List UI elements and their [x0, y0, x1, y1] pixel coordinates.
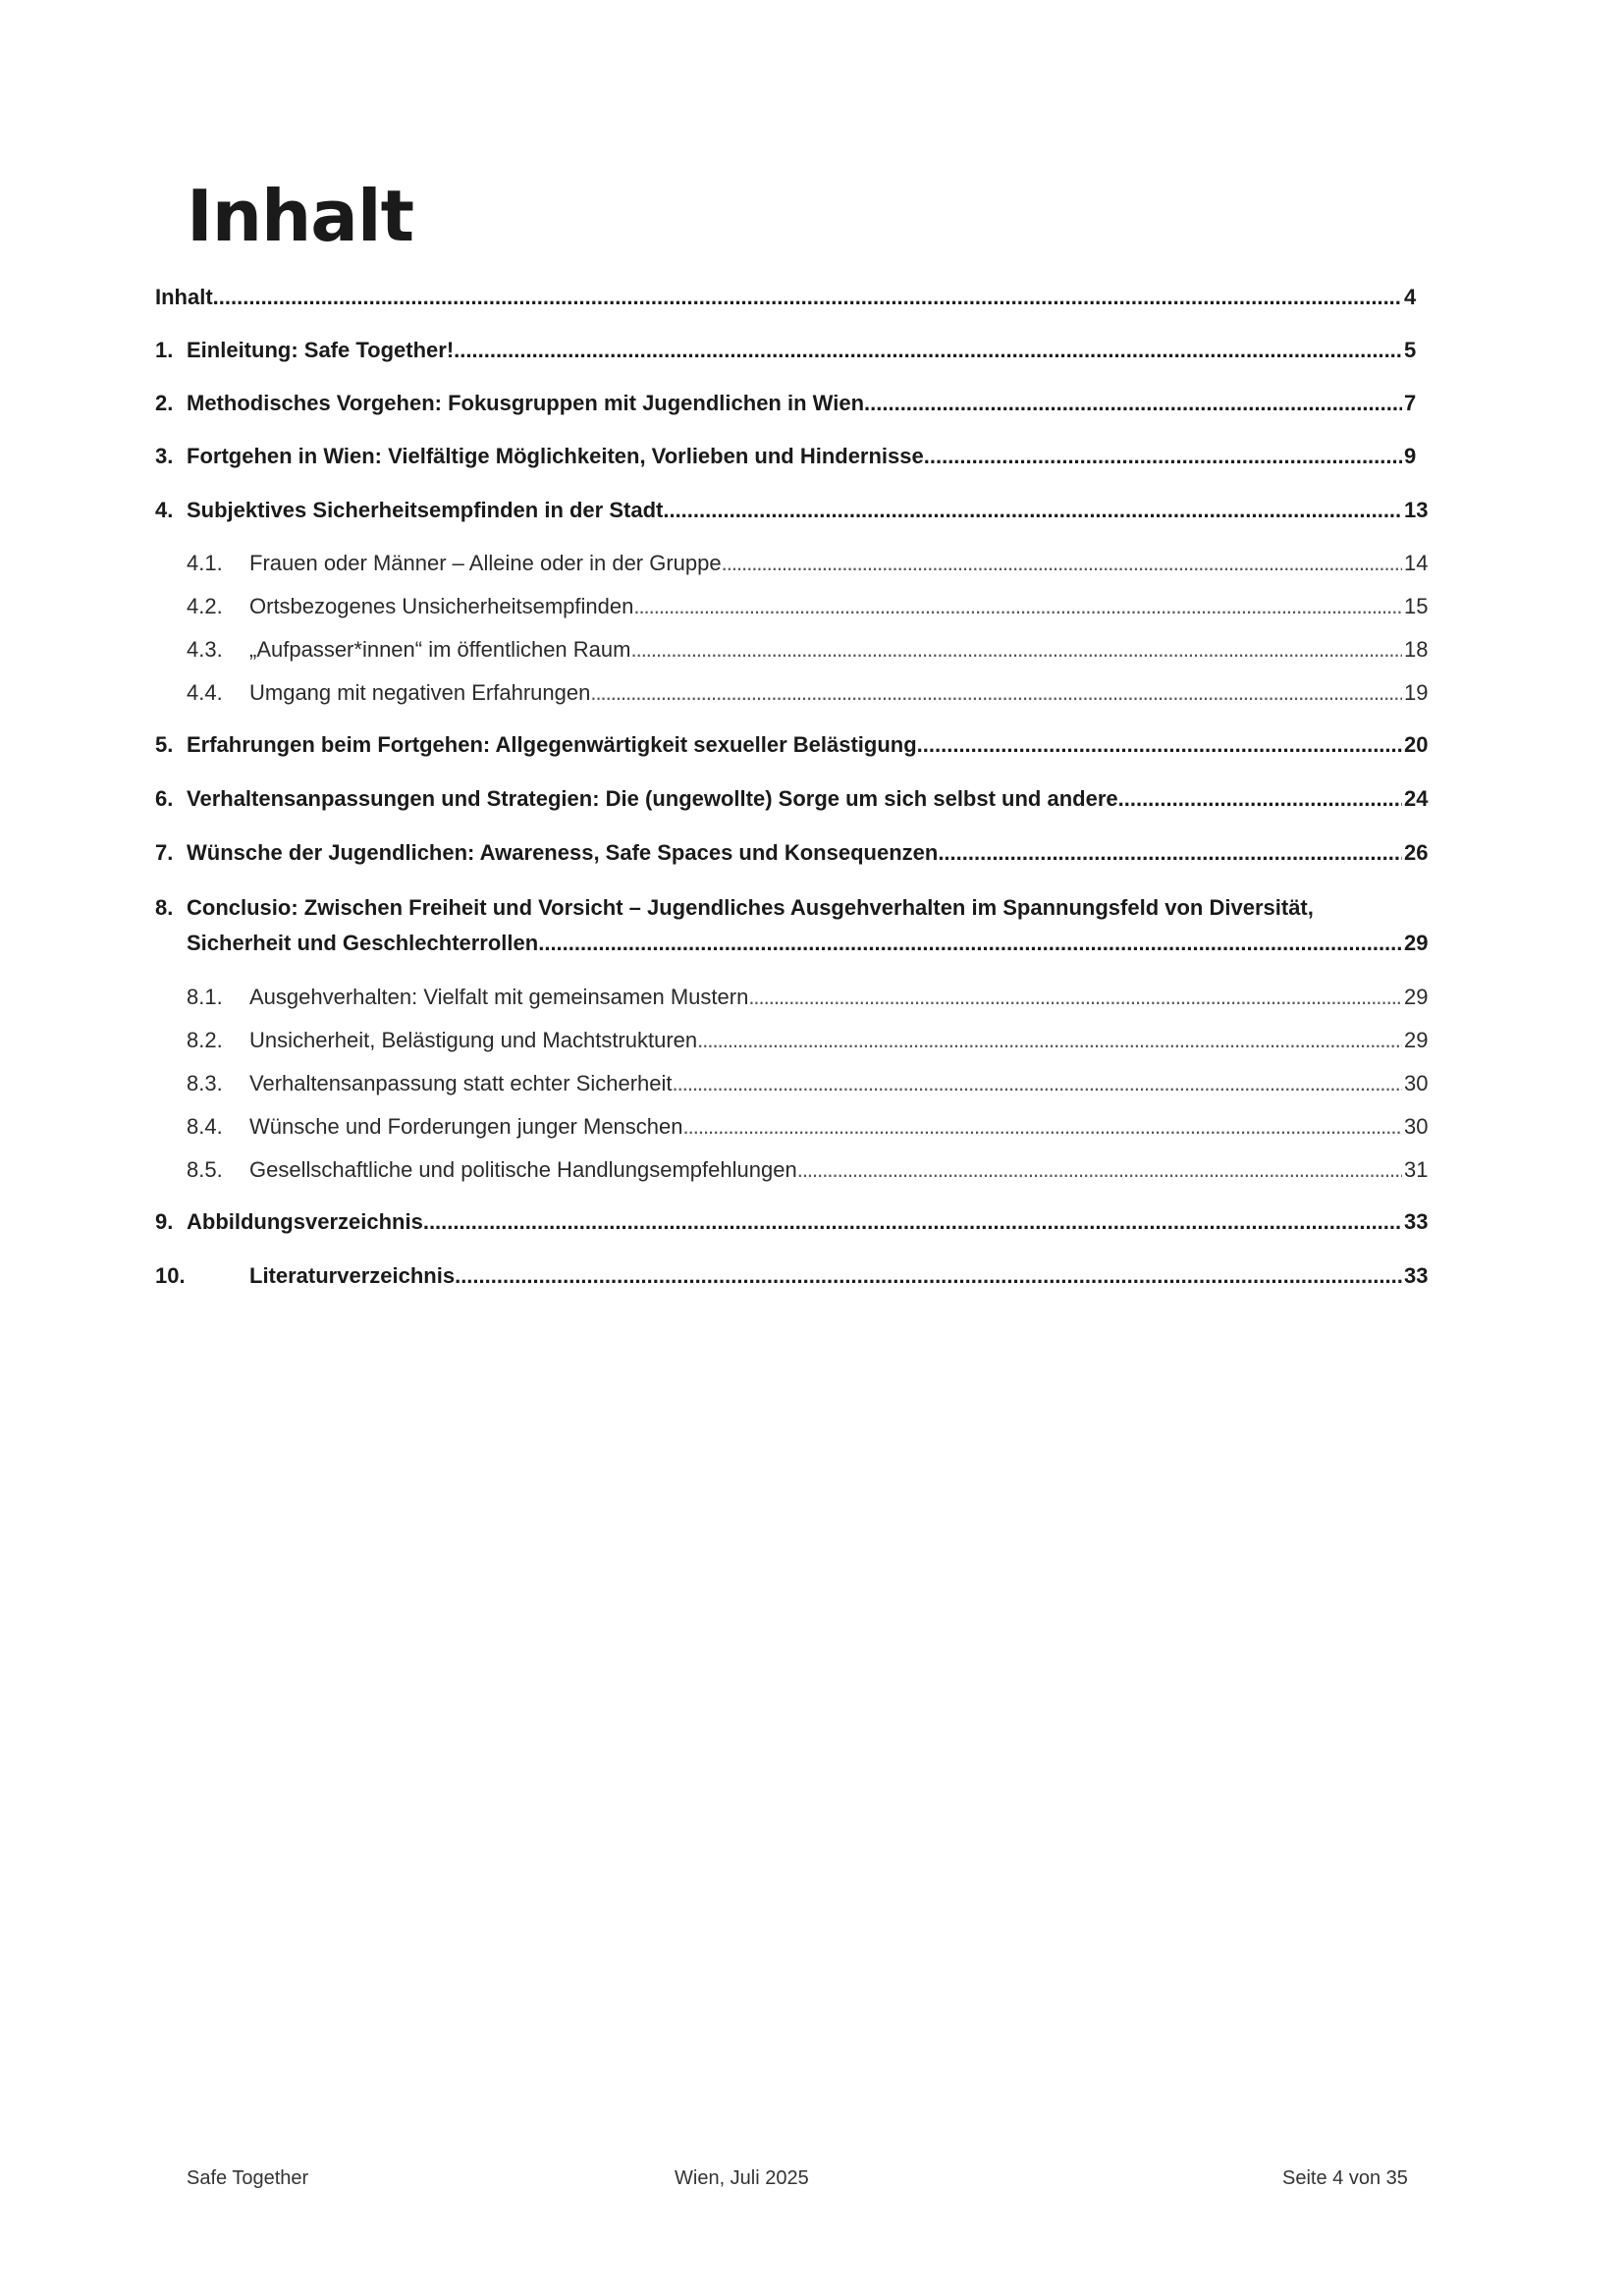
toc-entry-7[interactable]: [155, 836, 1432, 870]
toc-entry-8[interactable]: [155, 891, 1432, 960]
toc-leader-dots: [213, 281, 1402, 314]
toc-leader-dots: [673, 1067, 1403, 1100]
toc-page-number: 15: [1404, 594, 1429, 618]
toc-entry-label: Inhalt: [155, 285, 213, 309]
toc-leader-dots: [590, 676, 1402, 710]
toc-entry-4-3[interactable]: [155, 633, 1432, 667]
toc-entry-1[interactable]: [155, 334, 1432, 367]
toc-entry-label: Literaturverzeichnis: [249, 1263, 456, 1288]
toc-leader-dots: [455, 1259, 1402, 1293]
toc-entry-label: Ausgehverhalten: Vielfalt mit gemeinsamen Mustern: [249, 985, 749, 1009]
footer-page-number: Seite 4 von 35: [1282, 2167, 1408, 2189]
toc-entry-label: Gesellschaftliche und politische Handlungsempfehlungen: [249, 1157, 797, 1182]
toc-entry-number: 3.: [155, 444, 174, 468]
toc-entry-label: Wünsche und Forderungen junger Menschen: [249, 1114, 683, 1139]
footer-document-title: Safe Together: [187, 2167, 309, 2189]
toc-entry-9[interactable]: [155, 1205, 1432, 1239]
toc-page-number: 9: [1404, 444, 1417, 468]
toc-entry-number: 8.3.: [187, 1071, 223, 1095]
toc-entry-label: Unsicherheit, Belästigung und Machtstrukturen: [249, 1028, 698, 1052]
toc-leader-dots: [938, 836, 1402, 870]
toc-entry-number: 8.1.: [187, 985, 223, 1009]
toc-page-number: 18: [1404, 637, 1429, 662]
toc-entry-number: 8.5.: [187, 1157, 223, 1182]
toc-entry-8-3[interactable]: [155, 1067, 1432, 1100]
toc-leader-dots: [924, 440, 1402, 473]
toc-entry-number: 8.2.: [187, 1028, 223, 1052]
toc-page-number: 31: [1404, 1157, 1429, 1182]
toc-page-number: 26: [1404, 840, 1429, 865]
toc-entry-number: 1.: [155, 338, 174, 362]
footer-date: Wien, Juli 2025: [675, 2167, 809, 2189]
page-title: Inhalt: [187, 175, 413, 257]
toc-entry-8-4[interactable]: [155, 1110, 1432, 1144]
toc-page-number: 7: [1404, 391, 1417, 415]
toc-page-number: 30: [1404, 1071, 1429, 1095]
toc-entry-4-1[interactable]: [155, 547, 1432, 580]
toc-page-number: 24: [1404, 786, 1429, 811]
toc-entry-number: 4.1.: [187, 551, 223, 575]
toc-entry-inhalt[interactable]: [155, 281, 1432, 314]
toc-entry-8-1[interactable]: [155, 981, 1432, 1014]
toc-page-number: 19: [1404, 680, 1429, 705]
toc-page-number: 30: [1404, 1114, 1429, 1139]
toc-entry-number: 5.: [155, 732, 174, 757]
toc-page-number: 33: [1404, 1209, 1429, 1234]
toc-entry-label-line1: Conclusio: Zwischen Freiheit und Vorsicht – Jugendliches Ausgehverhalten im Spannungsfeld von Diversität,: [187, 895, 1314, 920]
toc-entry-label: „Aufpasser*innen“ im öffentlichen Raum: [249, 637, 631, 662]
toc-leader-dots: [630, 633, 1402, 667]
toc-entry-6[interactable]: [155, 782, 1432, 816]
toc-page-number: 5: [1404, 338, 1417, 362]
toc-leader-dots: [683, 1110, 1403, 1144]
toc-leader-dots: [797, 1153, 1402, 1187]
toc-entry-number: 8.4.: [187, 1114, 223, 1139]
toc-entry-label: Wünsche der Jugendlichen: Awareness, Safe Spaces und Konsequenzen: [187, 840, 939, 865]
toc-entry-label: Frauen oder Männer – Alleine oder in der Gruppe: [249, 551, 722, 575]
toc-entry-number: 10.: [155, 1263, 186, 1288]
toc-page-number: 4: [1404, 285, 1417, 309]
toc-leader-dots: [748, 981, 1402, 1014]
toc-entry-number: 4.: [155, 498, 174, 522]
toc-entry-label: Methodisches Vorgehen: Fokusgruppen mit Jugendlichen in Wien: [187, 391, 865, 415]
toc-page-number: 29: [1404, 985, 1429, 1009]
toc-entry-8-5[interactable]: [155, 1153, 1432, 1187]
toc-entry-label: Fortgehen in Wien: Vielfältige Möglichkeiten, Vorlieben und Hindernisse: [187, 444, 924, 468]
toc-page-number: 29: [1404, 931, 1429, 955]
toc-page-number: 14: [1404, 551, 1429, 575]
toc-leader-dots: [633, 590, 1402, 623]
toc-leader-dots: [722, 547, 1402, 580]
toc-entry-4[interactable]: [155, 494, 1432, 527]
toc-leader-dots: [454, 334, 1402, 367]
toc-entry-number: 2.: [155, 391, 174, 415]
toc-entry-number: 4.2.: [187, 594, 223, 618]
toc-leader-dots: [864, 387, 1402, 420]
toc-entry-label: Ortsbezogenes Unsicherheitsempfinden: [249, 594, 634, 618]
toc-page-number: 33: [1404, 1263, 1429, 1288]
toc-page-number: 29: [1404, 1028, 1429, 1052]
toc-entry-3[interactable]: [155, 440, 1432, 473]
toc-entry-label: Umgang mit negativen Erfahrungen: [249, 680, 591, 705]
toc-entry-label: Abbildungsverzeichnis: [187, 1209, 423, 1234]
toc-entry-label-line2: Sicherheit und Geschlechterrollen: [187, 931, 539, 955]
toc-leader-dots: [917, 728, 1402, 762]
toc-leader-dots: [663, 494, 1402, 527]
toc-entry-8-2[interactable]: [155, 1024, 1432, 1057]
toc-entry-label: Verhaltensanpassung statt echter Sicherheit: [249, 1071, 673, 1095]
toc-entry-number: 8.: [155, 895, 174, 920]
toc-leader-dots: [538, 927, 1402, 960]
toc-leader-dots: [423, 1205, 1402, 1239]
toc-leader-dots: [1118, 782, 1402, 816]
toc-entry-10[interactable]: [155, 1259, 1432, 1293]
toc-entry-label: Erfahrungen beim Fortgehen: Allgegenwärtigkeit sexueller Belästigung: [187, 732, 917, 757]
toc-entry-5[interactable]: [155, 728, 1432, 762]
toc-entry-4-2[interactable]: [155, 590, 1432, 623]
toc-page-number: 13: [1404, 498, 1429, 522]
toc-entry-number: 4.4.: [187, 680, 223, 705]
toc-entry-label: Subjektives Sicherheitsempfinden in der Stadt: [187, 498, 664, 522]
toc-leader-dots: [697, 1024, 1402, 1057]
toc-entry-number: 9.: [155, 1209, 174, 1234]
toc-entry-label: Verhaltensanpassungen und Strategien: Die (ungewollte) Sorge um sich selbst und andere: [187, 786, 1118, 811]
toc-entry-number: 6.: [155, 786, 174, 811]
toc-entry-label: Einleitung: Safe Together!: [187, 338, 455, 362]
toc-page-number: 20: [1404, 732, 1429, 757]
toc-entry-4-4[interactable]: [155, 676, 1432, 710]
toc-entry-number: 7.: [155, 840, 174, 865]
toc-entry-2[interactable]: [155, 387, 1432, 420]
toc-entry-number: 4.3.: [187, 637, 223, 662]
